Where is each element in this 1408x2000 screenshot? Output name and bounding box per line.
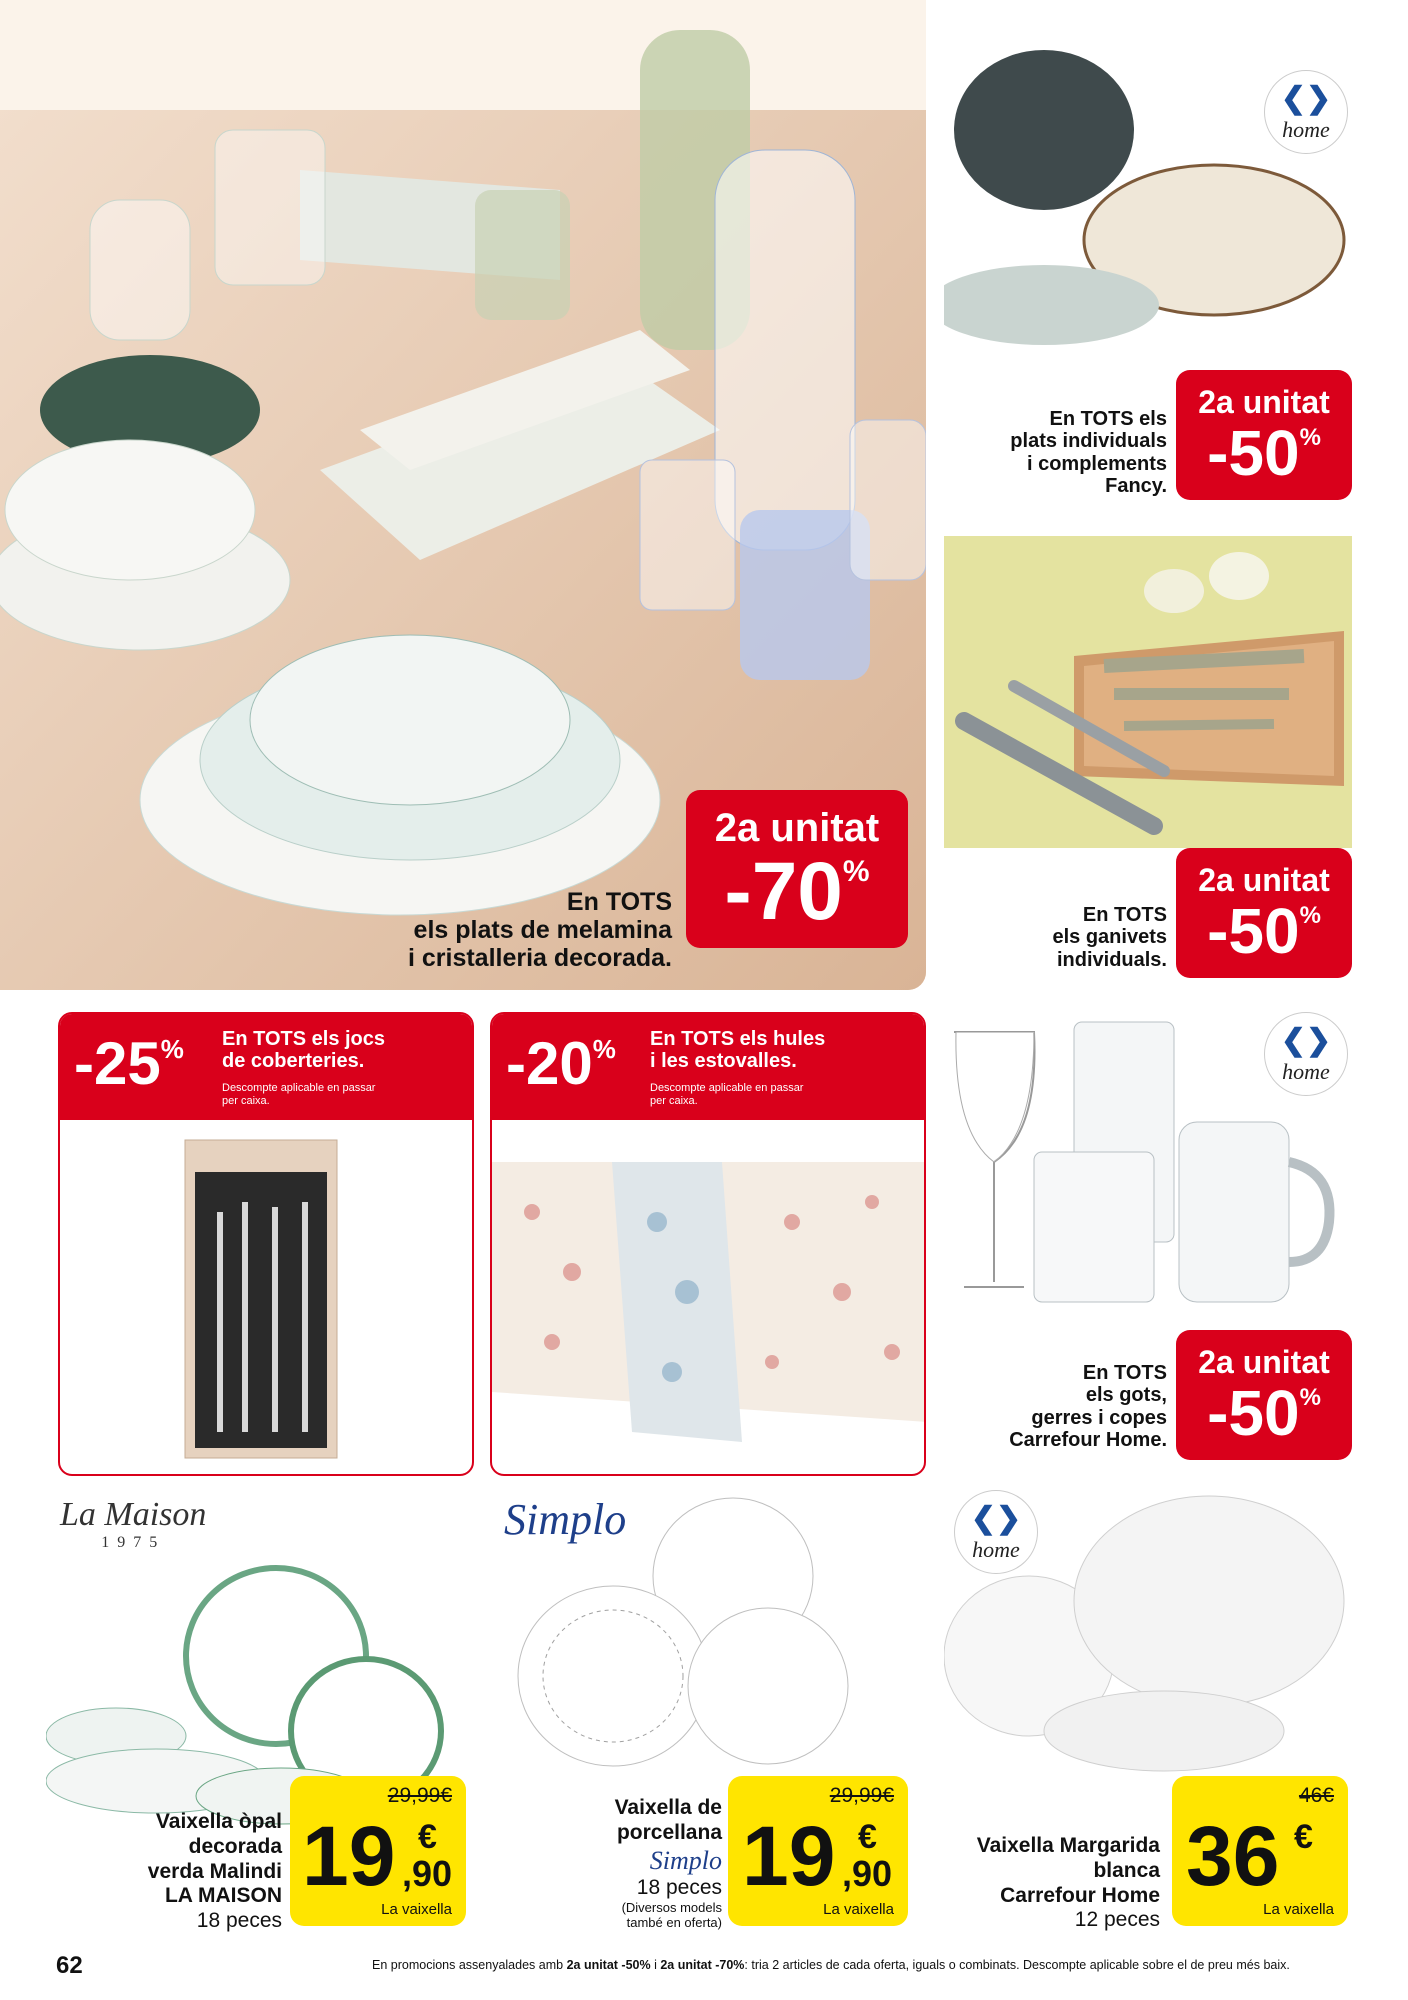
cutlery-header bbox=[60, 1014, 472, 1120]
badge-value: -70% bbox=[724, 846, 870, 937]
carrefour-home-logo: ❮❯ home bbox=[954, 1490, 1038, 1574]
carrefour-logo-icon: ❮❯ bbox=[970, 1502, 1022, 1535]
simplo-logo: Simplo bbox=[504, 1495, 627, 1544]
carrefour-logo-icon: ❮❯ bbox=[1280, 1024, 1332, 1057]
product-la-maison bbox=[46, 1486, 466, 1942]
badge-label: 2a unitat bbox=[714, 806, 880, 850]
price-decimals: ,90 bbox=[402, 1853, 453, 1894]
la-maison-logo: La Maison 1975 bbox=[60, 1496, 207, 1551]
carrefour-home-logo: ❮❯ home bbox=[1264, 1012, 1348, 1096]
price-unit: La vaixella bbox=[381, 1901, 452, 1918]
price-currency: € bbox=[858, 1818, 877, 1856]
cutlery-note: Descompte aplicable en passar per caixa. bbox=[222, 1082, 376, 1107]
price-tag bbox=[728, 1776, 908, 1926]
fancy-offer-text: En TOTS els plats individuals i complements Fancy. bbox=[1010, 408, 1167, 498]
fancy-panel bbox=[944, 40, 1352, 510]
knives-photo bbox=[944, 536, 1352, 848]
cutlery-discount: -25% bbox=[74, 1030, 184, 1097]
price-integer: 19 bbox=[302, 1809, 396, 1903]
price-tag bbox=[1172, 1776, 1348, 1926]
fancy-discount-badge: 2a unitat -50% bbox=[1176, 370, 1352, 500]
price-integer: 36 bbox=[1186, 1809, 1280, 1903]
product-name: Vaixella de porcellana Simplo 18 peces (Diversos models també en oferta) bbox=[614, 1796, 722, 1930]
price-decimals: ,90 bbox=[842, 1853, 893, 1894]
footer-legal: En promocions assenyalades amb 2a unitat -50% i 2a unitat -70%: tria 2 articles de cada oferta, iguals o combinats. Descompte aplicable sobre el de preu més baix. bbox=[372, 1958, 1290, 1972]
carrefour-home-logo: ❮❯ home bbox=[1264, 70, 1348, 154]
glasses-offer-text: En TOTS els gots, gerres i copes Carrefour Home. bbox=[1009, 1362, 1167, 1452]
old-price: 46€ bbox=[1298, 1784, 1334, 1807]
tablecloth-discount: -20% bbox=[506, 1030, 616, 1097]
product-name: Vaixella òpal decorada verda Malindi LA MAISON 18 peces bbox=[147, 1810, 282, 1933]
cutlery-photo bbox=[60, 1132, 474, 1472]
tablecloth-note: Descompte aplicable en passar per caixa. bbox=[650, 1082, 804, 1107]
carrefour-logo-icon: ❮❯ bbox=[1280, 82, 1332, 115]
product-margarida bbox=[944, 1486, 1352, 1942]
tablecloth-offer-box bbox=[490, 1012, 926, 1476]
glasses-discount-badge: 2a unitat -50% bbox=[1176, 1330, 1352, 1460]
price-integer: 19 bbox=[742, 1809, 836, 1903]
product-name: Vaixella Margarida blanca Carrefour Home 12 peces bbox=[976, 1834, 1160, 1932]
product-simplo bbox=[488, 1486, 918, 1942]
simplo-photo bbox=[488, 1486, 918, 1806]
page-number: 62 bbox=[56, 1952, 83, 1979]
knives-discount-badge: 2a unitat -50% bbox=[1176, 848, 1352, 978]
glasses-panel bbox=[944, 1012, 1352, 1476]
cutlery-title: En TOTS els jocs de coberteries. bbox=[222, 1028, 386, 1072]
hero-panel bbox=[0, 0, 926, 990]
tablecloth-photo bbox=[492, 1132, 926, 1472]
price-currency: € bbox=[418, 1818, 437, 1856]
cutlery-offer-box bbox=[58, 1012, 474, 1476]
price-unit: La vaixella bbox=[1263, 1901, 1334, 1918]
price-tag bbox=[290, 1776, 466, 1926]
price-currency: € bbox=[1294, 1818, 1313, 1856]
old-price: 29,99€ bbox=[829, 1784, 894, 1807]
hero-offer-text: En TOTS els plats de melamina i cristalleria decorada. bbox=[407, 888, 672, 972]
hero-discount-badge bbox=[686, 790, 908, 948]
tablecloth-header bbox=[492, 1014, 924, 1120]
old-price: 29,99€ bbox=[387, 1784, 452, 1807]
price-unit: La vaixella bbox=[823, 1901, 894, 1918]
tablecloth-title: En TOTS els hules i les estovalles. bbox=[650, 1028, 826, 1072]
knives-panel bbox=[944, 536, 1352, 990]
knives-offer-text: En TOTS els ganivets individuals. bbox=[1052, 904, 1167, 971]
